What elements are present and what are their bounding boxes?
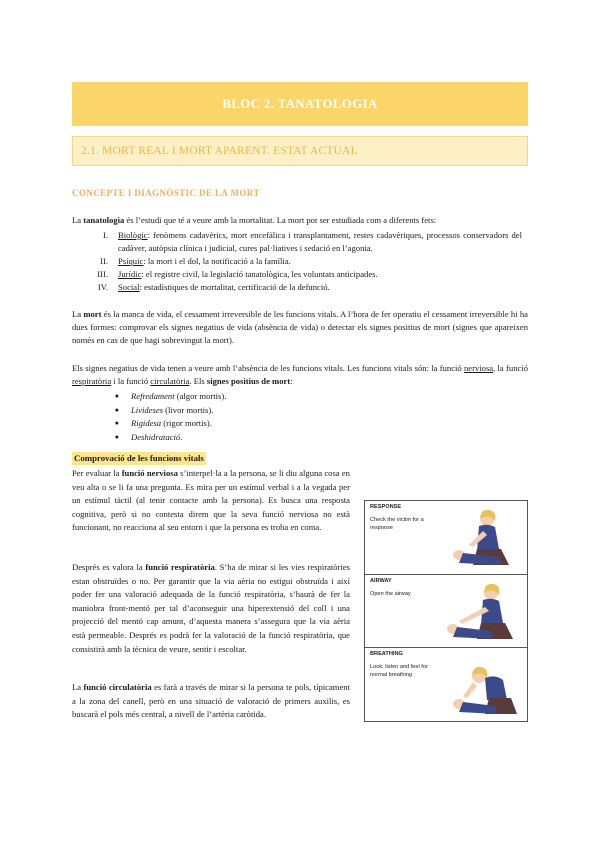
- aspect-item: [72, 255, 522, 268]
- panel-title: AIRWAY: [370, 578, 392, 584]
- aspect-label: Jurídic: [118, 269, 142, 279]
- aspect-text: : la mort i el dol, la notificació a la família.: [143, 256, 291, 266]
- positive-signs-list: [72, 390, 226, 444]
- sign-extra: .: [180, 431, 183, 442]
- aspect-item: [72, 281, 522, 294]
- signs-end: :: [290, 376, 293, 386]
- aspect-label: Biològic: [118, 230, 148, 240]
- nervous-bold: funció nerviosa: [121, 468, 178, 478]
- sign-name: Deshidratació: [131, 431, 181, 442]
- sign-extra: (livor mortis).: [162, 404, 214, 415]
- signs-mid2: i la funció: [111, 376, 151, 386]
- signs-mid1: , la funció: [493, 363, 528, 373]
- panel-title: RESPONSE: [370, 504, 402, 510]
- death-term: mort: [83, 309, 102, 319]
- aspect-item: [72, 229, 522, 255]
- bloc-banner: [72, 82, 528, 126]
- bullet-icon: ●: [114, 432, 119, 441]
- section-title: 2.1. MORT REAL I MORT APARENT. ESTAT ACTUAL: [81, 145, 358, 157]
- subheading: CONCEPTE I DIAGNÒSTIC DE LA MORT: [72, 188, 260, 198]
- circulatory-paragraph: [72, 681, 350, 722]
- respiratory-post: . S’ha de mirar si les vies respiratòries estan obstruïdes o no. Per garantir que la via aèria no estigui obstruïda i així poder fer una valoració adequada de la funció respiratòria, s’haurà de fer la maniobra front-mentó per tal d’aconseguir una hiperextensió del coll i una projecció del mentó cap amunt, d’aquesta manera s’assegura que la via aèria està permeable. Després es podrà fer la valoració de la funció respiratòria, que consistirà amb la tècnica de veure, sentir i escoltar.: [72, 562, 350, 654]
- sign-name: Livideses: [131, 404, 163, 415]
- death-pre: La: [72, 309, 84, 319]
- intro-post: és l’estudi que té a veure amb la mortalitat. La mort pot ser estudiada com a diferents fets:: [124, 215, 437, 225]
- sign-name: Rigidesa: [131, 418, 162, 428]
- circulatory-pre: La: [72, 682, 84, 692]
- figure-panel-response: [365, 501, 527, 574]
- signs-paragraph: [72, 362, 528, 388]
- rescuer-shaking-victim-illustration: [429, 505, 525, 571]
- bullet-icon: ●: [114, 419, 119, 427]
- nervous-paragraph: [72, 467, 350, 535]
- section-banner: [72, 136, 528, 166]
- aspect-num: I.: [102, 230, 108, 240]
- panel-title: BREATHING: [370, 651, 403, 657]
- look-listen-feel-illustration: [429, 652, 525, 718]
- nervous-post: s’interpel·la a la persona, se li diu alguna cosa en veu alta o se li fa una pregunta. Es mira per un estímul verbal i a la vegada per un estímul tàctil (al tenir contacte amb la persona). Es busca una resposta cognitiva, però si no contesta direm que la seva funció nerviosa no està funcionant, no reacciona al seu entorn i que la persona es troba en coma.: [72, 468, 350, 533]
- panel-caption: Check the victim for a response: [370, 517, 424, 531]
- respiratory-paragraph: [72, 561, 350, 656]
- signs-pre: Els signes negatius de vida tenen a veure amb l’absència de les funcions vitals. Les funcions vitals són: la funció: [72, 363, 464, 373]
- list-item: [72, 404, 226, 418]
- bloc-title: BLOC 2. TANATOLOGIA: [222, 96, 378, 111]
- function-circulatory: circulatòria: [150, 376, 190, 386]
- check-heading: Comprovació de les funcions vitals: [74, 453, 204, 463]
- panel-caption: Look, listen and feel for normal breathing: [370, 664, 428, 678]
- aspect-item: [72, 268, 522, 281]
- head-tilt-chin-lift-illustration: [429, 579, 525, 645]
- figure-panel-airway: [365, 574, 527, 648]
- aspect-text: : estadístiques de mortalitat, certificació de la defunció.: [139, 282, 330, 292]
- aspect-text: : fenòmens cadavèrics, mort encefàlica i transplantament, restes cadavèriques, processos conservadors del cadàver, autòpsia clínica i judicial, cures pal·liatives i sedació en l’agonia.: [118, 230, 522, 253]
- sign-extra: (rigor mortis).: [161, 418, 212, 428]
- bullet-icon: ●: [114, 392, 119, 400]
- death-paragraph: [72, 308, 528, 347]
- signs-bold: signes positius de mort: [206, 376, 291, 386]
- sign-name: Refredament: [131, 391, 175, 401]
- respiratory-pre: Després es valora la: [72, 562, 146, 572]
- circulatory-bold: funció circulatòria: [83, 682, 152, 692]
- list-item: [72, 431, 226, 445]
- aspects-list: [72, 229, 522, 294]
- figure-panel-breathing: [365, 647, 527, 722]
- signs-mid3: . Els: [189, 376, 207, 386]
- bullet-icon: ●: [114, 405, 119, 414]
- circulatory-post: es farà a través de mirar si la persona te pols, típicament a la zona del canell, però en una situació de valoració de primers auxilis, es buscarà el pols més central, a nivell de l’artèria caròtida.: [72, 682, 350, 720]
- first-aid-figure: [364, 500, 528, 722]
- nervous-pre: Per evaluar la: [72, 468, 122, 478]
- list-item: [72, 390, 226, 404]
- sign-extra: (algor mortis).: [174, 391, 227, 401]
- intro-pre: La: [72, 215, 84, 225]
- intro-term: tanatologia: [83, 215, 125, 225]
- panel-caption: Open the airway: [370, 591, 411, 597]
- aspect-num: IV.: [97, 282, 108, 292]
- intro-paragraph: [72, 214, 528, 227]
- death-post: és la manca de vida, el cessament irreversible de les funcions vitals. A l’hora de fer operatiu el cessament irreversible hi ha dues formes: comprovar els signes negatius de vida (absència de vida) o detectar els signes positius de mort (signes que apareixen només en cas de que hagi sobrevingut la mort).: [72, 309, 528, 345]
- respiratory-bold: funció respiratòria: [145, 562, 215, 572]
- aspect-label: Social: [118, 282, 140, 292]
- aspect-num: III.: [97, 269, 108, 279]
- aspect-text: : el registre civil, la legislació tanatològica, les voluntats anticipades.: [141, 269, 378, 279]
- aspect-label: Psíquic: [118, 256, 144, 266]
- function-respiratory: respiratòria: [72, 376, 112, 386]
- function-nervous: nerviosa: [463, 363, 494, 373]
- aspect-num: II.: [100, 256, 108, 266]
- list-item: [72, 417, 226, 431]
